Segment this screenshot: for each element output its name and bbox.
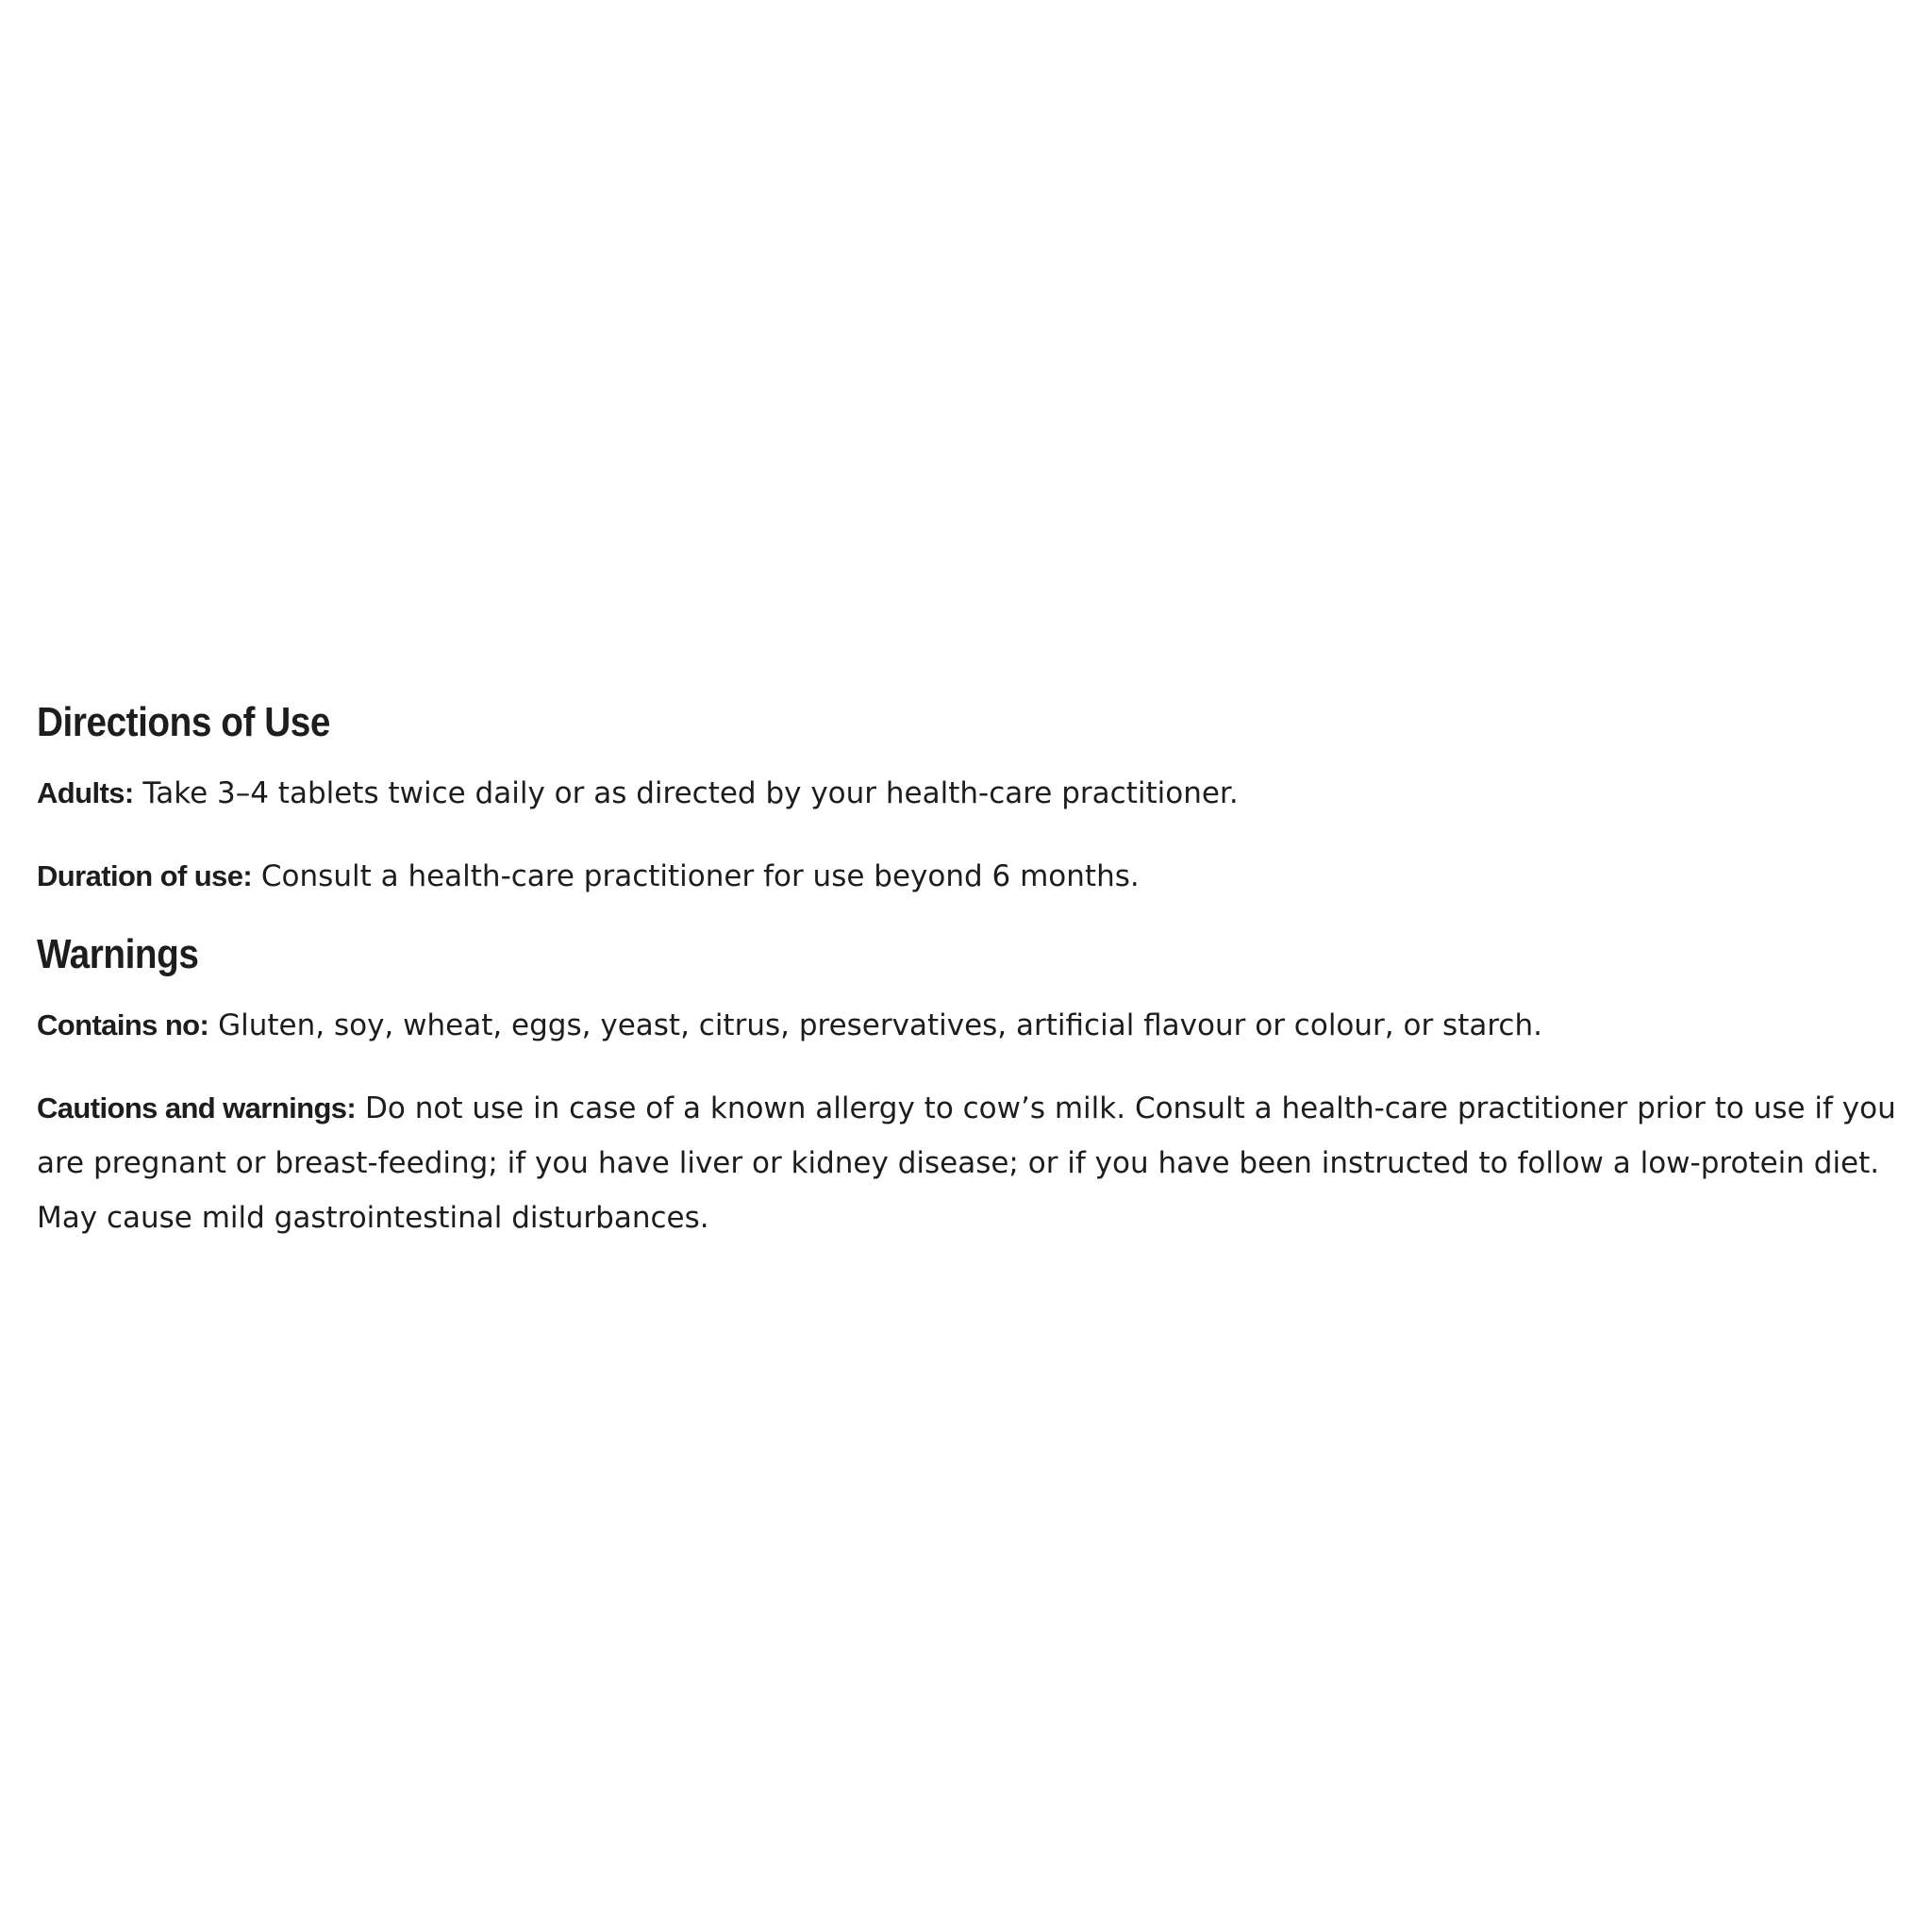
contains-text: Gluten, soy, wheat, eggs, yeast, citrus, preservatives, artificial flavour or colour, or starch. bbox=[208, 1008, 1542, 1042]
duration-label: Duration of use: bbox=[37, 859, 253, 892]
cautions-text: Do not use in case of a known allergy to cow’s milk. Consult a health-care practitioner prior to use if you are pregnant or breast-feeding; if you have liver or kidney disease; or if you have been instructed to follow a low-protein diet. May cause mild gastrointestinal disturbances. bbox=[37, 1091, 1896, 1235]
duration-text: Consult a health-care practitioner for use beyond 6 months. bbox=[252, 859, 1140, 893]
contains-paragraph bbox=[37, 998, 1914, 1053]
cautions-label: Cautions and warnings: bbox=[37, 1091, 357, 1124]
warnings-heading: Warnings bbox=[37, 931, 199, 977]
adults-paragraph bbox=[37, 766, 1914, 821]
cautions-paragraph bbox=[37, 1081, 1914, 1245]
directions-heading: Directions of Use bbox=[37, 699, 330, 745]
contains-label: Contains no: bbox=[37, 1008, 209, 1041]
adults-label: Adults: bbox=[37, 776, 134, 809]
adults-text: Take 3–4 tablets twice daily or as directed by your health-care practitioner. bbox=[133, 776, 1239, 810]
product-info-content bbox=[37, 698, 1914, 1245]
duration-paragraph bbox=[37, 849, 1914, 904]
